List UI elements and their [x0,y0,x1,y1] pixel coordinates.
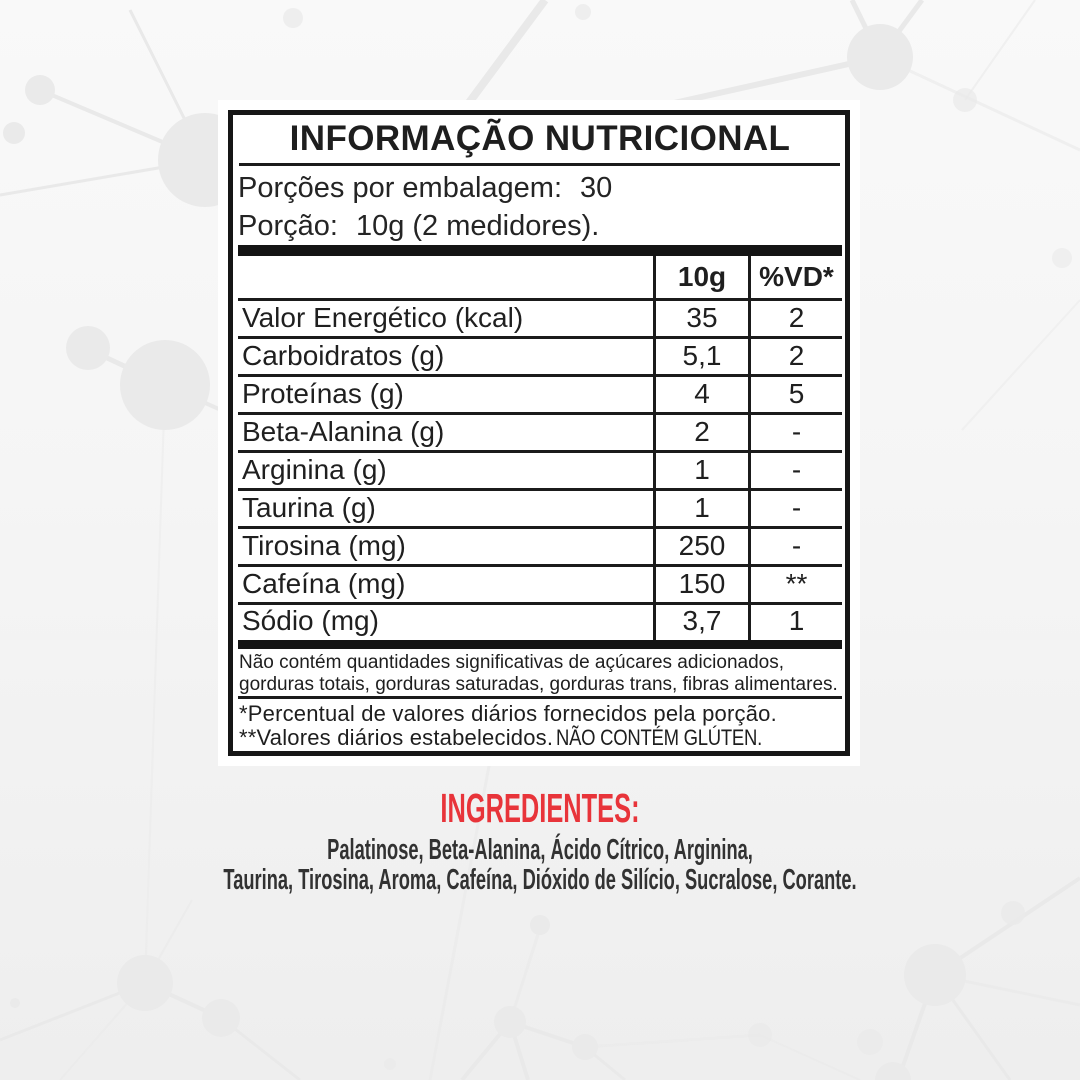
ingredients-heading: INGREDIENTES: [440,785,640,831]
servings-value: 30 [580,172,613,204]
header-daily-value: %VD* [748,256,842,301]
ingredients-line: Taurina, Tirosina, Aroma, Cafeína, Dióxido de Silício, Sucralose, Corante. [223,864,857,896]
table-row [238,377,842,415]
row-amount: 250 [653,529,748,567]
ingredients-line: Palatinose, Beta-Alanina, Ácido Cítrico, Arginina, [327,834,753,866]
row-amount: 35 [653,301,748,339]
nutrition-title: INFORMAÇÃO NUTRICIONAL [289,119,791,158]
nutrition-label-panel [218,100,860,766]
row-amount: 3,7 [653,605,748,640]
row-daily-value: 2 [748,339,842,377]
table-row [238,605,842,640]
table-row [238,529,842,567]
table-row [238,339,842,377]
footnote-gluten [239,726,842,750]
row-amount: 4 [653,377,748,415]
servings-per-package [238,169,842,207]
gluten-free-statement: NÃO CONTÉM GLÚTEN. [556,725,763,750]
portion-value: 10g (2 medidores). [355,210,600,242]
serving-info [238,169,842,245]
row-nutrient-name: Carboidratos (g) [238,339,653,377]
row-daily-value: - [748,529,842,567]
row-amount: 1 [653,453,748,491]
header-empty-cell [238,256,653,301]
row-daily-value: - [748,491,842,529]
row-nutrient-name: Valor Energético (kcal) [238,301,653,339]
row-daily-value: 2 [748,301,842,339]
row-amount: 5,1 [653,339,748,377]
table-row [238,415,842,453]
portion-size [238,207,842,245]
footnote-daily-values: *Percentual de valores diários fornecidos pela porção. [239,701,777,726]
table-row [238,453,842,491]
row-nutrient-name: Beta-Alanina (g) [238,415,653,453]
no-significant-amounts-note [238,649,842,696]
note-line: gorduras totais, gorduras saturadas, gorduras trans, fibras alimentares. [239,674,838,695]
row-nutrient-name: Cafeína (mg) [238,567,653,605]
row-nutrient-name: Sódio (mg) [242,605,379,636]
thick-divider-top [238,245,842,256]
table-row [238,567,842,605]
row-nutrient-name: Arginina (g) [238,453,653,491]
header-amount: 10g [653,256,748,301]
row-daily-value: 5 [748,377,842,415]
row-daily-value: 1 [748,605,842,640]
note-line: Não contém quantidades significativas de açúcares adicionados, [239,652,784,673]
ingredients-list [0,835,1080,895]
row-amount: 1 [653,491,748,529]
nutrition-table [238,256,842,640]
table-row [238,301,842,339]
table-row [238,491,842,529]
row-daily-value: - [748,415,842,453]
row-amount: 2 [653,415,748,453]
row-nutrient-name: Taurina (g) [238,491,653,529]
footnote-established: **Valores diários estabelecidos. [239,725,554,750]
row-amount: 150 [653,567,748,605]
table-header-row [238,256,842,301]
ingredients-section [0,786,1080,895]
row-daily-value: ** [748,567,842,605]
title-divider [239,163,840,166]
row-daily-value: - [748,453,842,491]
portion-label: Porção: [238,210,338,242]
thick-divider-bottom [238,640,842,649]
row-nutrient-name: Proteínas (g) [238,377,653,415]
nutrition-label-border [228,110,850,756]
row-nutrient-name: Tirosina (mg) [238,529,653,567]
footnotes [238,699,842,750]
servings-label: Porções por embalagem: [238,172,562,204]
